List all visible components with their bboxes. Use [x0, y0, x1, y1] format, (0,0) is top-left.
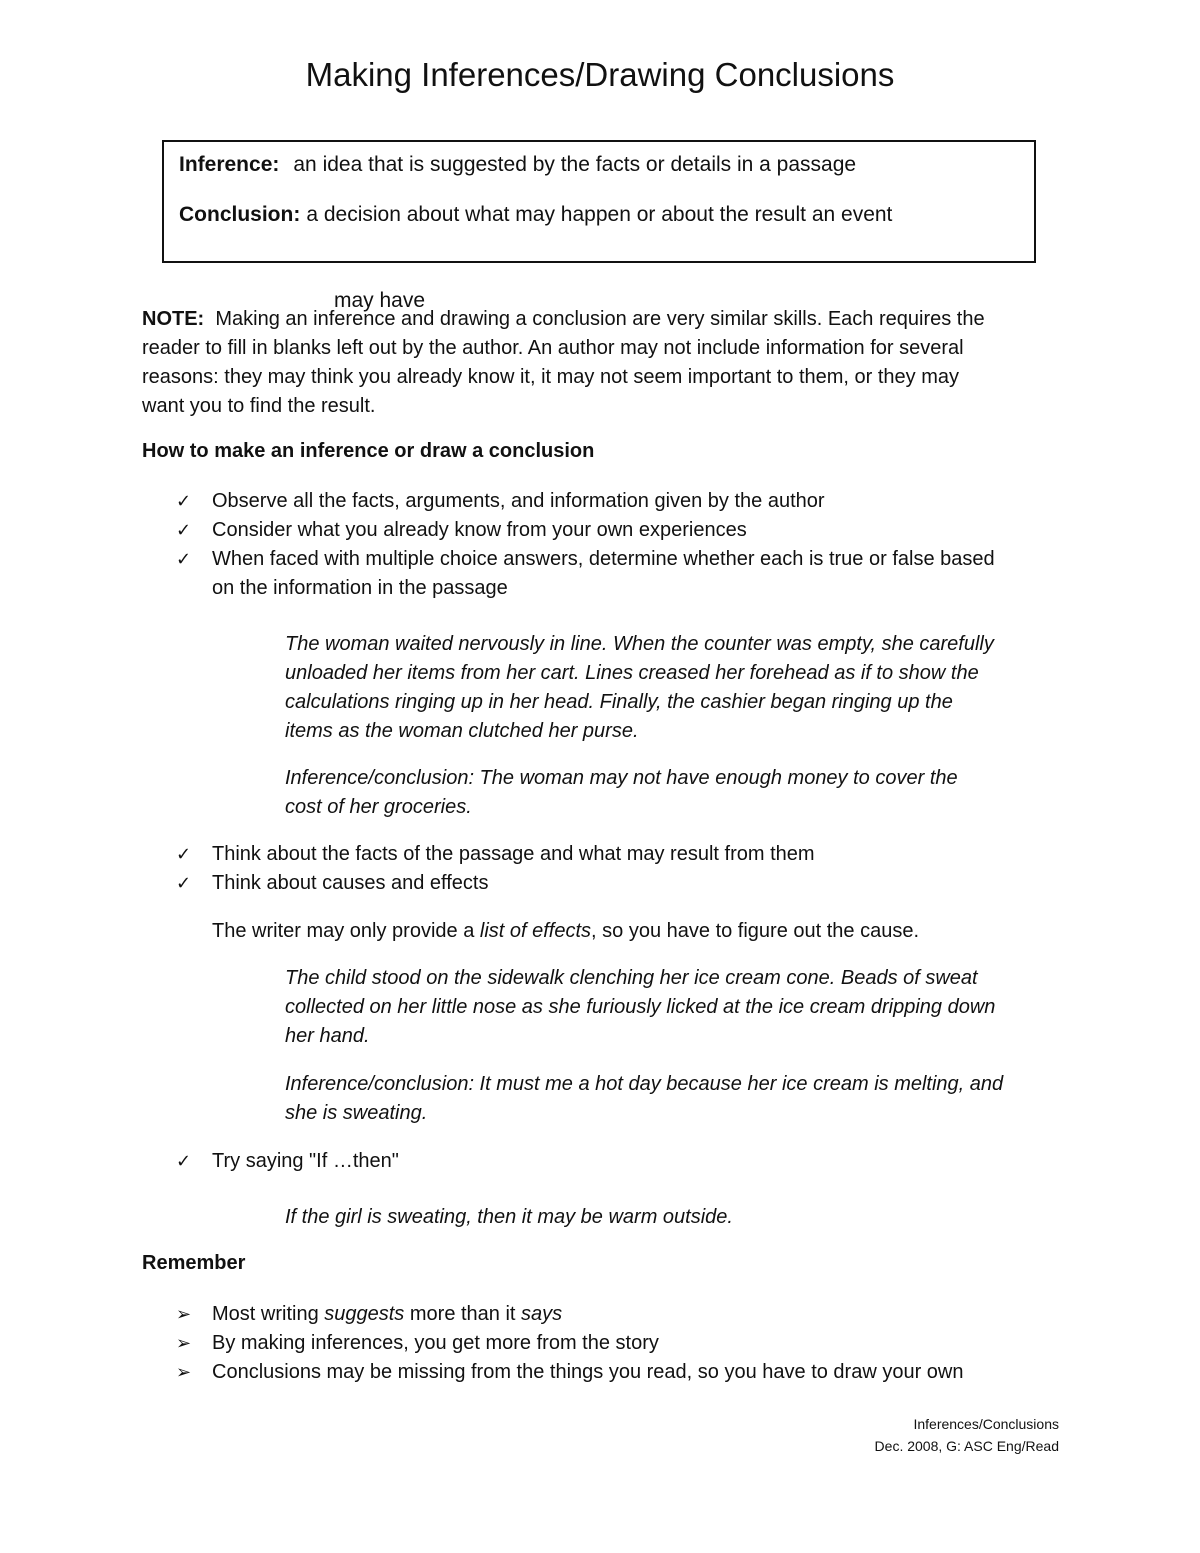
example-passage-2: [285, 964, 1075, 1051]
list-item-text: more than it: [404, 1303, 522, 1325]
inference-definition: [179, 152, 856, 178]
writer-note-text: The writer may only provide a: [212, 920, 480, 942]
example-line: calculations ringing up in her head. Finally, the cashier began ringing up the: [285, 691, 953, 713]
inference-text: an idea that is suggested by the facts or details in a passage: [293, 153, 857, 176]
list-item-text: When faced with multiple choice answers, determine whether each is true or false based: [212, 548, 995, 570]
if-then-example: If the girl is sweating, then it may be warm outside.: [285, 1206, 733, 1228]
list-item-text: By making inferences, you get more from the story: [212, 1332, 659, 1354]
list-item-text: Try saying "If …then": [212, 1150, 399, 1172]
list-item-emphasis: says: [521, 1303, 563, 1325]
list-item-text: Most writing: [212, 1303, 325, 1325]
example-line: Inference/conclusion: The woman may not have enough money to cover the: [285, 767, 958, 789]
checkmark-icon: ✓: [176, 873, 192, 894]
note-line: reasons: they may think you already know it, it may not seem important to them, or they may: [142, 366, 960, 388]
arrow-bullet-icon: ➢: [176, 1362, 192, 1383]
footer-line: Inferences/Conclusions: [913, 1416, 1059, 1432]
example-line: unloaded her items from her cart. Lines creased her forehead as if to show the: [285, 662, 979, 684]
note-line: [142, 305, 1072, 334]
note-line: reader to fill in blanks left out by the author. An author may not include information for several: [142, 337, 964, 359]
conclusion-text-cont: may have: [334, 289, 426, 312]
conclusion-term: Conclusion:: [179, 203, 301, 226]
list-item: [142, 1147, 1082, 1176]
inference-example-1: [285, 764, 1075, 822]
conclusion-definition: [179, 202, 893, 312]
writer-note-text: , so you have to figure out the cause.: [591, 920, 920, 942]
checkmark-icon: ✓: [176, 520, 192, 541]
inference-term: Inference:: [179, 153, 280, 176]
list-item: [142, 1300, 1082, 1329]
list-item-text: Think about causes and effects: [212, 872, 489, 894]
example-line: The child stood on the sidewalk clenching her ice cream cone. Beads of sweat: [285, 967, 978, 989]
checkmark-icon: ✓: [176, 1151, 192, 1172]
arrow-bullet-icon: ➢: [176, 1304, 192, 1325]
inference-example-2: [285, 1070, 1075, 1128]
conclusion-text: a decision about what may happen or about the result an event: [306, 203, 893, 226]
list-item: [142, 869, 1082, 898]
remember-heading: Remember: [142, 1252, 246, 1274]
list-item: [142, 1329, 1082, 1358]
arrow-bullet-icon: ➢: [176, 1333, 192, 1354]
checklist-c: [142, 1147, 1082, 1176]
list-item: [142, 1358, 1082, 1387]
list-item-text: Consider what you already know from your own experiences: [212, 519, 747, 541]
note-line: want you to find the result.: [142, 395, 376, 417]
note-text: Making an inference and drawing a conclusion are very similar skills. Each requires the: [215, 308, 985, 330]
example-line: her hand.: [285, 1025, 370, 1047]
example-line: items as the woman clutched her purse.: [285, 720, 639, 742]
list-item: [142, 840, 1082, 869]
example-line: Inference/conclusion: It must me a hot day because her ice cream is melting, and: [285, 1073, 1004, 1095]
writer-note: [212, 917, 919, 946]
list-item: [142, 487, 1082, 516]
list-item: [142, 545, 1082, 603]
list-item: [142, 516, 1082, 545]
footer-line: Dec. 2008, G: ASC Eng/Read: [874, 1438, 1059, 1454]
list-item-text: Think about the facts of the passage and what may result from them: [212, 843, 815, 865]
checklist-b: [142, 840, 1082, 898]
list-item-text-cont: on the information in the passage: [212, 577, 508, 599]
list-item-text: Conclusions may be missing from the things you read, so you have to draw your own: [212, 1361, 964, 1383]
list-item-text: Observe all the facts, arguments, and information given by the author: [212, 490, 825, 512]
example-line: cost of her groceries.: [285, 796, 472, 818]
page-title: Making Inferences/Drawing Conclusions: [305, 56, 895, 93]
checklist-a: [142, 487, 1082, 603]
checkmark-icon: ✓: [176, 549, 192, 570]
remember-list: [142, 1300, 1082, 1387]
how-to-heading: How to make an inference or draw a conclusion: [142, 440, 595, 462]
checkmark-icon: ✓: [176, 844, 192, 865]
definitions-box: [162, 140, 1036, 312]
example-line: The woman waited nervously in line. When the counter was empty, she carefully: [285, 633, 994, 655]
note-paragraph: [142, 305, 1072, 421]
example-passage-1: [285, 630, 1075, 746]
example-line: she is sweating.: [285, 1102, 428, 1124]
example-line: collected on her little nose as she furiously licked at the ice cream dripping down: [285, 996, 996, 1018]
note-label: NOTE:: [142, 308, 205, 330]
list-item-emphasis: suggests: [324, 1303, 405, 1325]
page-footer: [875, 1413, 1059, 1457]
checkmark-icon: ✓: [176, 491, 192, 512]
writer-note-emphasis: list of effects: [479, 920, 592, 942]
